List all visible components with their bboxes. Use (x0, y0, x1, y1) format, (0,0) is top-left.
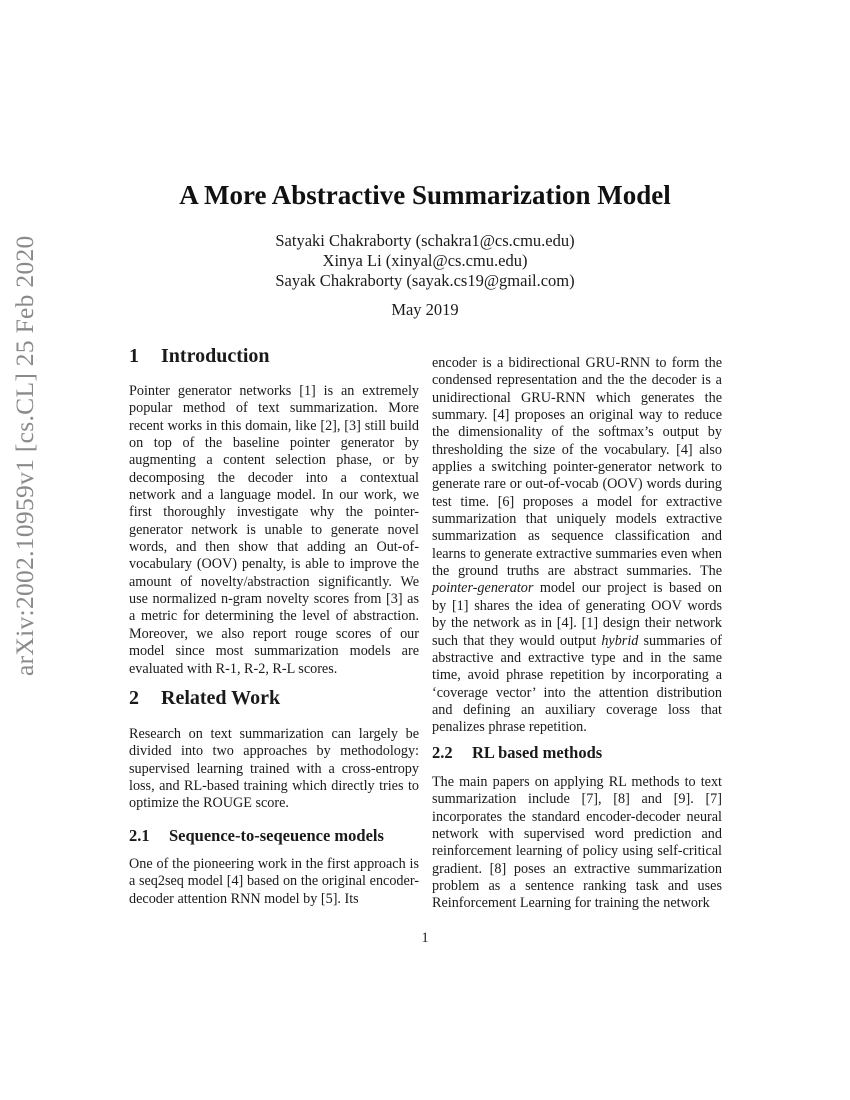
emphasis-hybrid: hybrid (601, 632, 639, 649)
rl-paragraph (432, 774, 722, 913)
author-1: Satyaki Chakraborty (schakra1@cs.cmu.edu) (275, 231, 575, 250)
subsection-heading-rl (432, 744, 602, 761)
subsection-heading-seq2seq (129, 827, 384, 844)
subsection-number: 2.2 (432, 743, 453, 762)
arxiv-watermark: arXiv:2002.10959v1 [cs.CL] 25 Feb 2020 (10, 235, 39, 676)
seq2seq-paragraph-left (129, 856, 419, 908)
subsection-title: RL based methods (472, 743, 603, 762)
paper-date: May 2019 (391, 300, 459, 319)
paragraph-text: encoder is a bidirectional GRU-RNN to form the condensed representation and the the decoder is a unidirectional GRU-RNN which generates the summary. [4] proposes an original way to reduce the dimensionality of the softmax’s output by thresholding the size of the vocabulary. [4] also applies a switching pointer-generator network to generate rare or out-of-vocab (OOV) words during test time. [6] proposes a model for extractive summarization that uniquely models extractive summarization as sequence classification and learns to generate extractive summaries even when the ground truths are abstract summaries. The pointer-generator model our project is based on by [1] shares the idea of generating OOV words by the network as in [4]. [1] design their network such that they would output hybrid summaries of abstractive and extractive type and in the same time, avoid phrase repetition by incorporating a ‘coverage vector’ into the attention distribution and defining an auxiliary coverage loss that penalizes phrase repetition. (432, 355, 722, 736)
section-number: 1 (129, 345, 139, 367)
paragraph-text: The main papers on applying RL methods to text summarization include [7], [8] and [9]. [7] incorporates the standard encoder-decoder neural network with supervised word prediction and reinforcement learning of policy using self-critical gradient. [8] poses an extractive summarization problem as a sentence ranking task and uses Reinforcement Learning for training the network (432, 774, 722, 912)
subsection-number: 2.1 (129, 826, 150, 845)
seq2seq-paragraph-right (432, 355, 722, 737)
paragraph-text: Pointer generator networks [1] is an extremely popular method of text summarization. More recent works in this domain, like [2], [3] still build on top of the baseline pointer generator by augmenting a content selection phase, or by decomposing the decoder into a contextual network and a language model. In our work, we first thoroughly investigate why the pointer-generator network is unable to generate novel words, and then show that adding an Out-of-vocabulary (OOV) penalty, is able to improve the amount of novelty/abstraction significantly. We use normalized n-gram novelty scores from [3] as a metric for determining the level of abstraction. Moreover, we also report rouge scores of our model since most summarization models are evaluated with R-1, R-2, R-L scores. (129, 383, 419, 677)
section-title: Introduction (161, 345, 270, 367)
author-2: Xinya Li (xinyal@cs.cmu.edu) (322, 251, 528, 270)
paper-title: A More Abstractive Summarization Model (179, 180, 671, 210)
author-list (0, 231, 850, 291)
page-number: 1 (421, 930, 429, 946)
intro-paragraph (129, 383, 419, 678)
section-title: Related Work (161, 687, 281, 709)
section-number: 2 (129, 687, 139, 709)
subsection-title: Sequence-to-seqeuence models (169, 826, 384, 845)
section-heading-introduction (129, 345, 270, 367)
emphasis-pointer-generator: pointer-generator (432, 580, 534, 597)
author-3: Sayak Chakraborty (sayak.cs19@gmail.com) (275, 271, 575, 290)
related-work-paragraph (129, 726, 419, 813)
paragraph-text: Research on text summarization can largely be divided into two approaches by methodology: supervised learning trained with a cross-entropy loss, and RL-based training which directly tries to optimize the ROUGE score. (129, 726, 419, 812)
section-heading-related-work (129, 687, 281, 709)
paragraph-text: One of the pioneering work in the first approach is a seq2seq model [4] based on the original encoder-decoder attention RNN model by [5]. Its (129, 856, 419, 907)
